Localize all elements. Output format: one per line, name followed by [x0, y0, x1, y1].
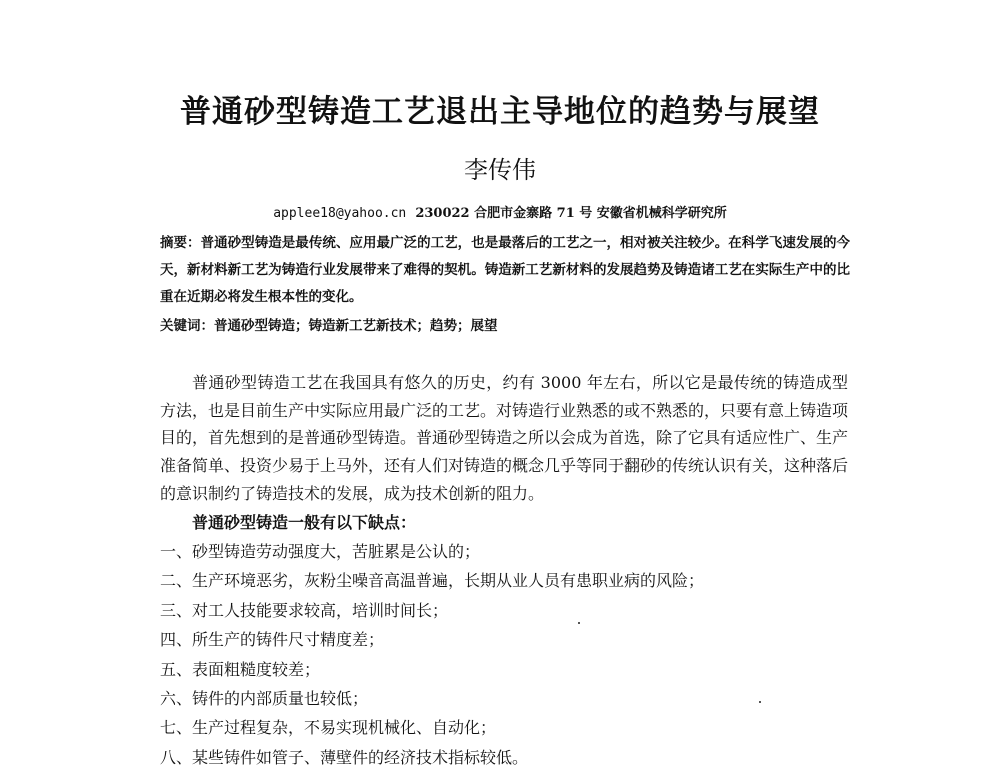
author-affiliation [0, 204, 1000, 224]
section-heading: 普通砂型铸造一般有以下缺点： [192, 513, 417, 532]
author-name: 李传伟 [464, 156, 536, 184]
list-item: 四、所生产的铸件尺寸精度差； [160, 630, 385, 650]
keywords [160, 313, 850, 340]
list-item: 六、铸件的内部质量也较低； [160, 688, 369, 708]
author-email: applee18@yahoo.cn [273, 206, 407, 221]
list-item: 三、对工人技能要求较高，培训时间长； [160, 600, 449, 620]
abstract-label: 摘要： [160, 235, 201, 251]
list-item: 八、某些铸件如管子、薄壁件的经济技术指标较低。 [160, 747, 529, 767]
drawbacks-list [160, 537, 704, 772]
list-item: 一、砂型铸造劳动强度大，苦脏累是公认的； [160, 542, 481, 561]
list-item: 二、生产环境恶劣，灰粉尘噪音高温普遍，长期从业人员有患职业病的风险； [160, 571, 705, 591]
keywords-label: 关键词： [160, 318, 214, 334]
body-paragraph: 普通砂型铸造工艺在我国具有悠久的历史，约有 3000 年左右，所以它是最传统的铸造成型方法，也是目前生产中实际应用最广泛的工艺。对铸造行业熟悉的或不熟悉的，只要有意上铸造项目的，首先想到的是普通砂型铸造。普通砂型铸造之所以会成为首选，除了它具有适应性广、生产准备简单、投资少易于上马外，还有人们对铸造的概念几乎等同于翻砂的传统认识有关，这种落后的意识制约了铸造技术的发展，成为技术创新的阻力。 [160, 373, 849, 503]
list-item: 七、生产过程复杂，不易实现机械化、自动化； [160, 718, 497, 738]
scan-speck [759, 701, 761, 703]
abstract-text: 普通砂型铸造是最传统、应用最广泛的工艺，也是最落后的工艺之一，相对被关注较少。在科学飞速发展的今天，新材料新工艺为铸造行业发展带来了难得的契机。铸造新工艺新材料的发展趋势及铸造诸工艺在实际生产中的比重在近期必将发生根本性的变化。 [160, 235, 851, 305]
keywords-text: 普通砂型铸造；铸造新工艺新技术；趋势；展望 [214, 318, 498, 334]
abstract [160, 230, 850, 311]
scan-speck [578, 622, 580, 624]
list-item: 五、表面粗糙度较差； [160, 659, 321, 679]
author-address: 230022 合肥市金寨路 71 号 安徽省机械科学研究所 [415, 206, 727, 221]
paper-title: 普通砂型铸造工艺退出主导地位的趋势与展望 [180, 94, 820, 130]
